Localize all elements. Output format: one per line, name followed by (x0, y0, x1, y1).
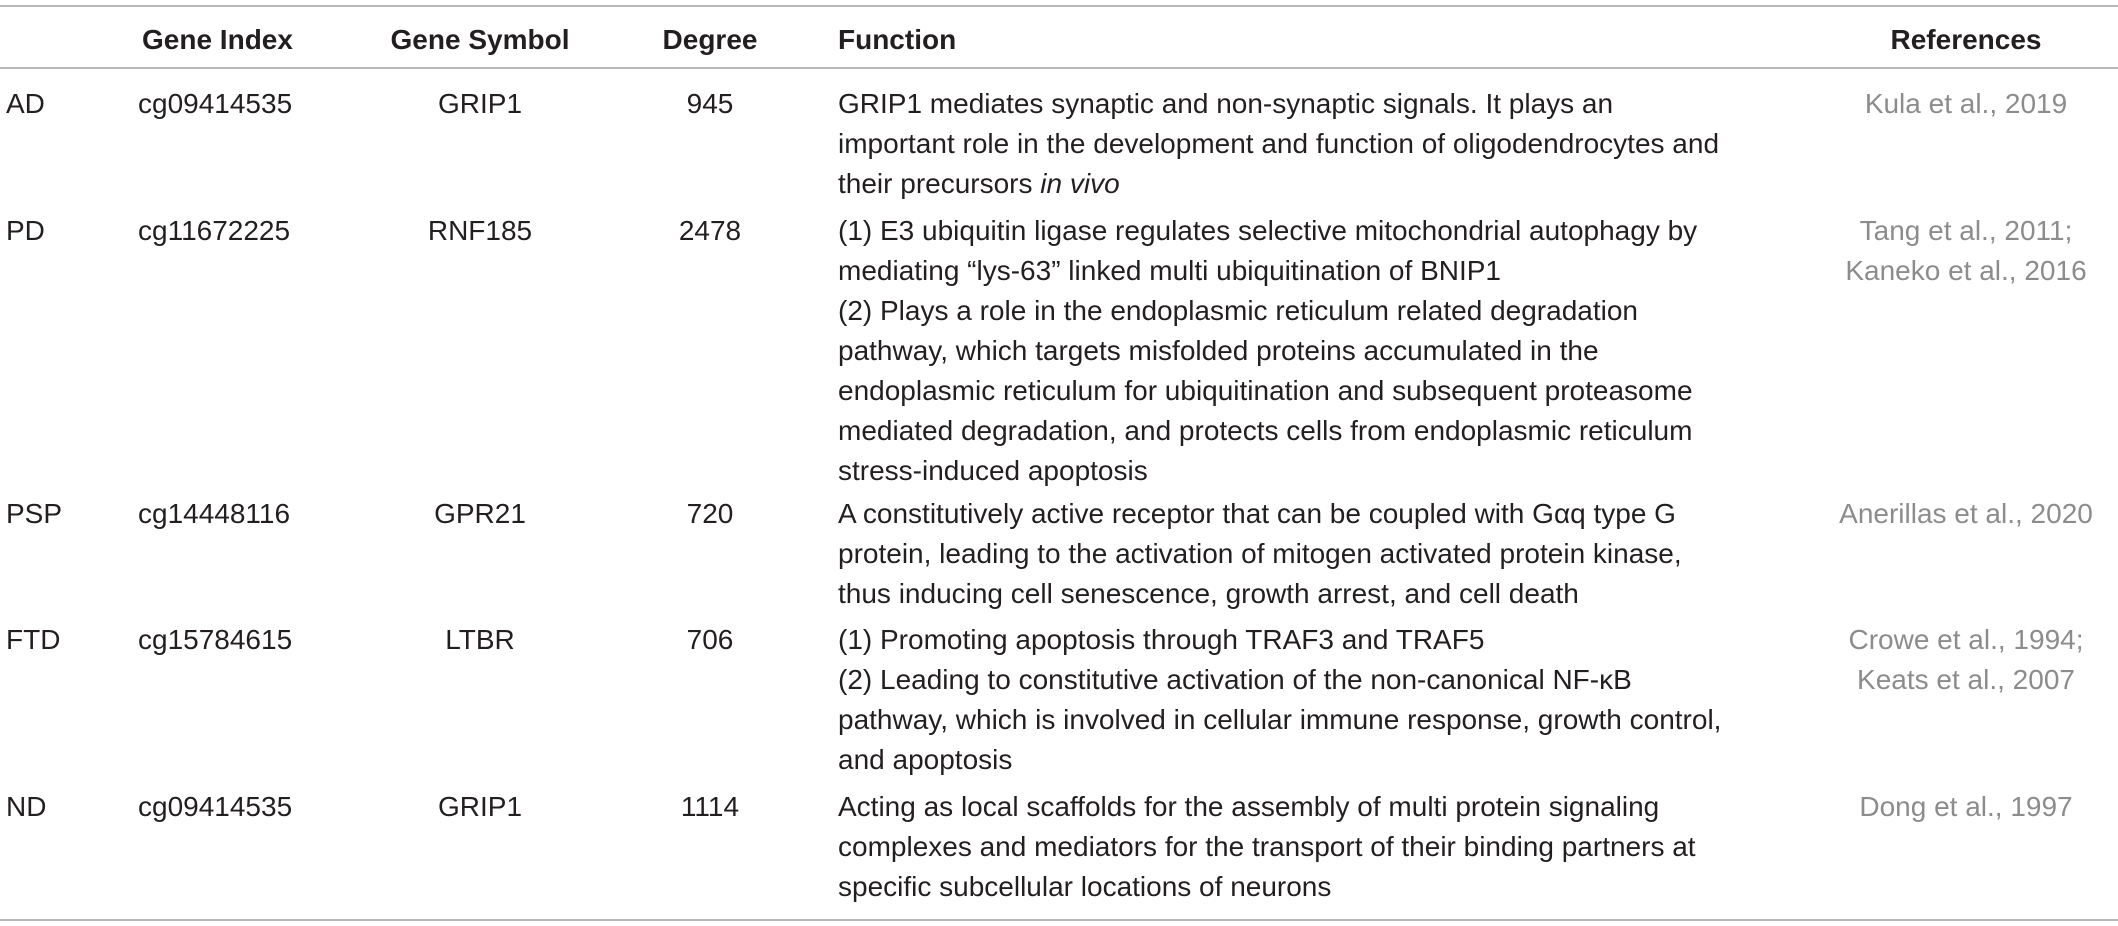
table-top-rule (0, 5, 2118, 7)
gene-symbol-cell: GPR21 (434, 498, 526, 529)
references-cell (1816, 84, 2116, 124)
function-line: mediated degradation, and protects cells from endoplasmic reticulum (838, 415, 1693, 446)
function-line: (2) Plays a role in the endoplasmic reticulum related degradation (838, 295, 1638, 326)
function-line: endoplasmic reticulum for ubiquitination and subsequent proteasome (838, 375, 1693, 406)
gene-symbol-cell: GRIP1 (437, 88, 523, 119)
disease-cell: ND (6, 791, 47, 822)
function-line: protein, leading to the activation of mitogen activated protein kinase, (838, 538, 1682, 569)
reference-link[interactable]: Keats et al., 2007 (1857, 664, 2075, 695)
function-line: GRIP1 mediates synaptic and non-synaptic signals. It plays an (838, 88, 1614, 119)
function-line: important role in the development and function of oligodendrocytes and (838, 128, 1720, 159)
function-cell (838, 620, 1838, 780)
function-line: mediating “lys-63” linked multi ubiquitination of BNIP1 (838, 255, 1501, 286)
reference-link[interactable]: Tang et al., 2011; (1859, 215, 2073, 246)
gene-index-cell: cg15784615 (138, 624, 293, 655)
disease-cell: FTD (6, 624, 61, 655)
function-line: Acting as local scaffolds for the assembly of multi protein signaling (838, 791, 1660, 822)
function-line: their precursors in vivo (838, 168, 1120, 199)
header-rule (0, 67, 2118, 69)
degree-cell: 2478 (678, 215, 742, 246)
function-cell (838, 84, 1838, 204)
header-references: References (1890, 24, 2042, 55)
degree-cell: 1114 (680, 791, 740, 822)
function-line: stress-induced apoptosis (838, 455, 1148, 486)
references-cell (1816, 620, 2116, 700)
disease-cell: PSP (6, 498, 63, 529)
function-line: A constitutively active receptor that can be coupled with Gαq type G (838, 498, 1676, 529)
header-gene-index: Gene Index (142, 24, 293, 55)
references-cell (1816, 787, 2116, 827)
gene-index-cell: cg11672225 (138, 215, 291, 246)
references-cell (1816, 494, 2116, 534)
gene-symbol-cell: RNF185 (427, 215, 533, 246)
header-gene-symbol: Gene Symbol (390, 24, 570, 55)
disease-cell: AD (6, 88, 45, 119)
function-line: and apoptosis (838, 744, 1013, 775)
function-line: thus inducing cell senescence, growth arrest, and cell death (838, 578, 1579, 609)
function-line: (1) E3 ubiquitin ligase regulates selective mitochondrial autophagy by (838, 215, 1698, 246)
reference-link[interactable]: Anerillas et al., 2020 (1839, 498, 2093, 529)
function-cell (838, 494, 1838, 614)
function-line: (1) Promoting apoptosis through TRAF3 and TRAF5 (838, 624, 1485, 655)
references-cell (1816, 211, 2116, 291)
gene-index-cell: cg09414535 (138, 791, 293, 822)
reference-link[interactable]: Kula et al., 2019 (1864, 88, 2068, 119)
table-bottom-rule (0, 919, 2118, 921)
function-cell (838, 787, 1838, 907)
function-line: (2) Leading to constitutive activation of the non-canonical NF-κB (838, 664, 1632, 695)
gene-index-cell: cg09414535 (138, 88, 293, 119)
function-line: pathway, which is involved in cellular immune response, growth control, (838, 704, 1722, 735)
function-line: specific subcellular locations of neurons (838, 871, 1332, 902)
gene-index-cell: cg14448116 (138, 498, 291, 529)
degree-cell: 945 (686, 88, 734, 119)
function-cell (838, 211, 1838, 491)
disease-cell: PD (6, 215, 45, 246)
header-degree: Degree (662, 24, 758, 55)
degree-cell: 706 (686, 624, 734, 655)
reference-link[interactable]: Dong et al., 1997 (1859, 791, 2073, 822)
reference-link[interactable]: Crowe et al., 1994; (1848, 624, 2084, 655)
reference-link[interactable]: Kaneko et al., 2016 (1845, 255, 2087, 286)
degree-cell: 720 (686, 498, 734, 529)
header-function: Function (838, 24, 957, 55)
gene-symbol-cell: LTBR (445, 624, 515, 655)
function-line: pathway, which targets misfolded proteins accumulated in the (838, 335, 1599, 366)
gene-symbol-cell: GRIP1 (437, 791, 523, 822)
function-line: complexes and mediators for the transport of their binding partners at (838, 831, 1696, 862)
